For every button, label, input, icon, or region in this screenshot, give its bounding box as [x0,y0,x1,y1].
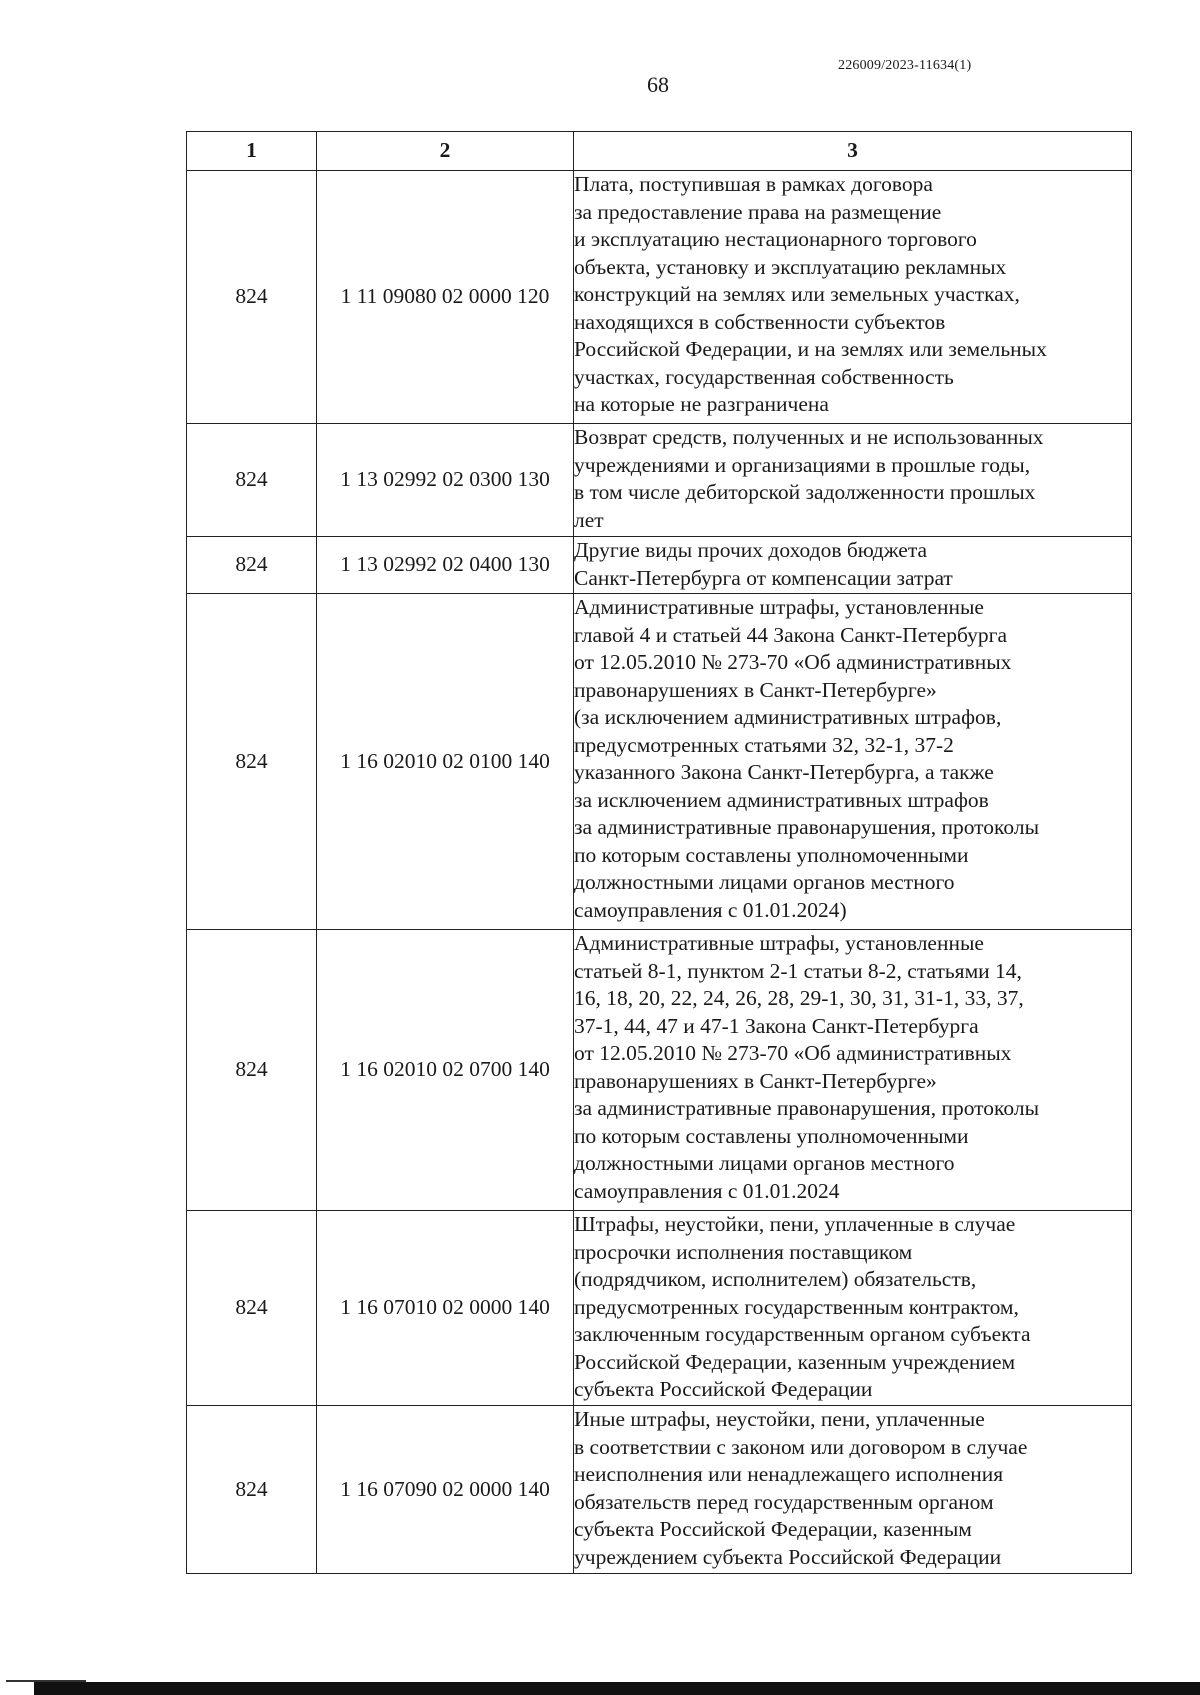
scan-bottom-border [34,1682,1200,1695]
kbk-code-cell: 1 16 02010 02 0700 140 [317,930,574,1211]
kbk-code-cell: 1 16 07010 02 0000 140 [317,1211,574,1406]
admin-code-cell: 824 [187,537,317,594]
document-id: 226009/2023-11634(1) [838,58,972,73]
description-cell: Административные штрафы, установленные главой 4 и статьей 44 Закона Санкт-Петербурга от 12.05.2010 № 273-70 «Об административных правонарушениях в Санкт-Петербурге» (за исключением административных штрафов, предусмотренных статьями 32, 32-1, 37-2 указанного Закона Санкт-Петербурга, а также за исключением административных штрафов за административные правонарушения, протоколы по которым составлены уполномоченными должностными лицами органов местного самоуправления с 01.01.2024) [574,594,1132,930]
table-row [187,1211,1132,1406]
description-cell: Плата, поступившая в рамках договора за предоставление права на размещение и эксплуатацию нестационарного торгового объекта, установку и эксплуатацию рекламных конструкций на землях или земельных участках, находящихся в собственности субъектов Российской Федерации, и на землях или земельных участках, государственная собственность на которые не разграничена [574,171,1132,424]
column-header-2: 2 [317,132,574,171]
admin-code-cell: 824 [187,594,317,930]
table-header-row [187,132,1132,171]
admin-code-cell: 824 [187,424,317,537]
description-cell: Другие виды прочих доходов бюджета Санкт-Петербурга от компенсации затрат [574,537,1132,594]
description-cell: Возврат средств, полученных и не использованных учреждениями и организациями в прошлые годы, в том числе дебиторской задолженности прошлых лет [574,424,1132,537]
kbk-code-cell: 1 13 02992 02 0300 130 [317,424,574,537]
admin-code-cell: 824 [187,1406,317,1574]
table-row [187,424,1132,537]
table-row [187,1406,1132,1574]
kbk-code-cell: 1 13 02992 02 0400 130 [317,537,574,594]
revenue-codes-table [186,131,1132,1574]
description-cell: Иные штрафы, неустойки, пени, уплаченные в соответствии с законом или договором в случае неисполнения или ненадлежащего исполнения обязательств перед государственным органом субъекта Российской Федерации, казенным учреждением субъекта Российской Федерации [574,1406,1132,1574]
description-cell: Штрафы, неустойки, пени, уплаченные в случае просрочки исполнения поставщиком (подрядчиком, исполнителем) обязательств, предусмотренных государственным контрактом, заключенным государственным органом субъекта Российской Федерации, казенным учреждением субъекта Российской Федерации [574,1211,1132,1406]
kbk-code-cell: 1 11 09080 02 0000 120 [317,171,574,424]
kbk-code-cell: 1 16 07090 02 0000 140 [317,1406,574,1574]
table-row [187,930,1132,1211]
admin-code-cell: 824 [187,1211,317,1406]
description-cell: Административные штрафы, установленные статьей 8-1, пунктом 2-1 статьи 8-2, статьями 14, 16, 18, 20, 22, 24, 26, 28, 29-1, 30, 31, 31-1, 33, 37, 37-1, 44, 47 и 47-1 Закона Санкт-Петербурга от 12.05.2010 № 273-70 «Об административных правонарушениях в Санкт-Петербурге» за административные правонарушения, протоколы по которым составлены уполномоченными должностными лицами органов местного самоуправления с 01.01.2024 [574,930,1132,1211]
table-row [187,537,1132,594]
column-header-1: 1 [187,132,317,171]
column-header-3: 3 [574,132,1132,171]
kbk-code-cell: 1 16 02010 02 0100 140 [317,594,574,930]
admin-code-cell: 824 [187,171,317,424]
table-row [187,594,1132,930]
table-row [187,171,1132,424]
page-number: 68 [647,72,669,97]
admin-code-cell: 824 [187,930,317,1211]
